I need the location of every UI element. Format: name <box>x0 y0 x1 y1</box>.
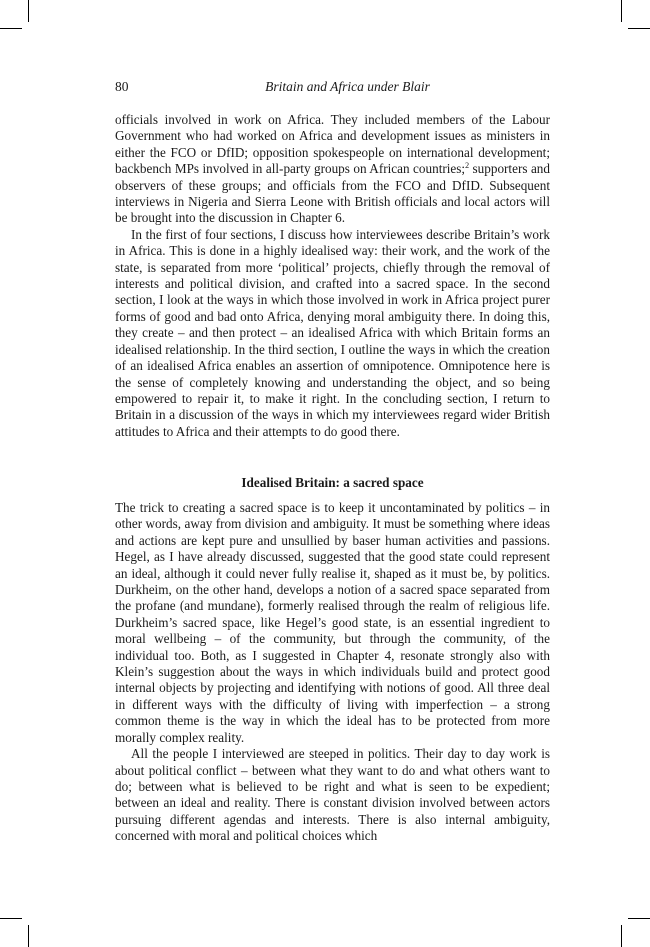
intro-paragraph-1 <box>115 112 550 227</box>
footnote-reference[interactable]: 2 <box>465 161 470 171</box>
crop-mark-top-left-vertical <box>28 0 29 22</box>
intro-text-block <box>115 112 550 440</box>
crop-mark-top-right-vertical <box>621 0 622 22</box>
intro-paragraph-1-text-b: supporters and observers of these groups; and officials from the FCO and DfID. Subsequent interviews in Nigeria and Sierra Leone with British officials and local actors will be brought into the discussion in Chapter 6. <box>115 161 550 226</box>
running-title: Britain and Africa under Blair <box>265 79 430 94</box>
page-number: 80 <box>115 79 129 94</box>
crop-mark-top-left-horizontal <box>0 28 22 29</box>
section-text-block <box>115 500 550 845</box>
crop-mark-bottom-right-horizontal <box>628 918 650 919</box>
section-paragraph-1: The trick to creating a sacred space is to keep it uncontaminated by politics – in other words, away from division and ambiguity. It must be something where ideas and actions are kept pure and unsullied by baser human activities and passions. Hegel, as I have already discussed, suggested that the good state could represent an ideal, although it could never fully realise it, shaped as it must be, by politics. Durkheim, on the other hand, develops a notion of a sacred space separated from the profane (and mundane), formerly realised through the realm of religious life. Durkheim’s sacred space, like Hegel’s good state, is an essential ingredient to moral wellbeing – of the community, but through the community, of the individual too. Both, as I suggested in Chapter 4, resonate strongly also with Klein’s suggestion about the ways in which individuals build and protect good internal objects by projecting and identifying with notions of good. All three deal in different ways with the difficulty of living with imperfection – a strong common theme is the way in which the ideal has to be protected from more morally complex reality. <box>115 500 550 745</box>
page-header <box>115 79 550 97</box>
crop-mark-bottom-left-horizontal <box>0 918 22 919</box>
crop-mark-bottom-right-vertical <box>621 925 622 947</box>
section-paragraph-2: All the people I interviewed are steeped in politics. Their day to day work is about political conflict – between what they want to do and what others want to do; between what is believed to be right and what is seen to be expedient; between an ideal and reality. There is constant division involved between actors pursuing different agendas and interests. There is also internal ambiguity, concerned with moral and political choices which <box>115 746 550 844</box>
intro-paragraph-1-text-a: officials involved in work on Africa. They included members of the Labour Government who had worked on Africa and development issues as ministers in either the FCO or DfID; opposition spokespeople on international development; backbench MPs involved in all-party groups on African countries; <box>115 112 550 177</box>
section-heading: Idealised Britain: a sacred space <box>241 475 424 490</box>
crop-mark-top-right-horizontal <box>628 28 650 29</box>
intro-paragraph-2: In the first of four sections, I discuss how interviewees describe Britain’s work in Africa. This is done in a highly idealised way: their work, and the work of the state, is separated from more ‘political’ projects, chiefly through the removal of interests and political division, and crafted into a sacred space. In the second section, I look at the ways in which those involved in work in Africa project purer forms of good and bad onto Africa, denying moral ambiguity there. In doing this, they create – and then protect – an idealised Africa with which Britain forms an idealised relationship. In the third section, I outline the ways in which the creation of an idealised Africa enables an assertion of omnipotence. Omnipotence here is the sense of completely knowing and understanding the object, and so being empowered to repair it, to make it right. In the concluding section, I return to Britain in a discussion of the ways in which my interviewees regard wider British attitudes to Africa and their attempts to do good there. <box>115 226 550 439</box>
crop-mark-bottom-left-vertical <box>28 925 29 947</box>
